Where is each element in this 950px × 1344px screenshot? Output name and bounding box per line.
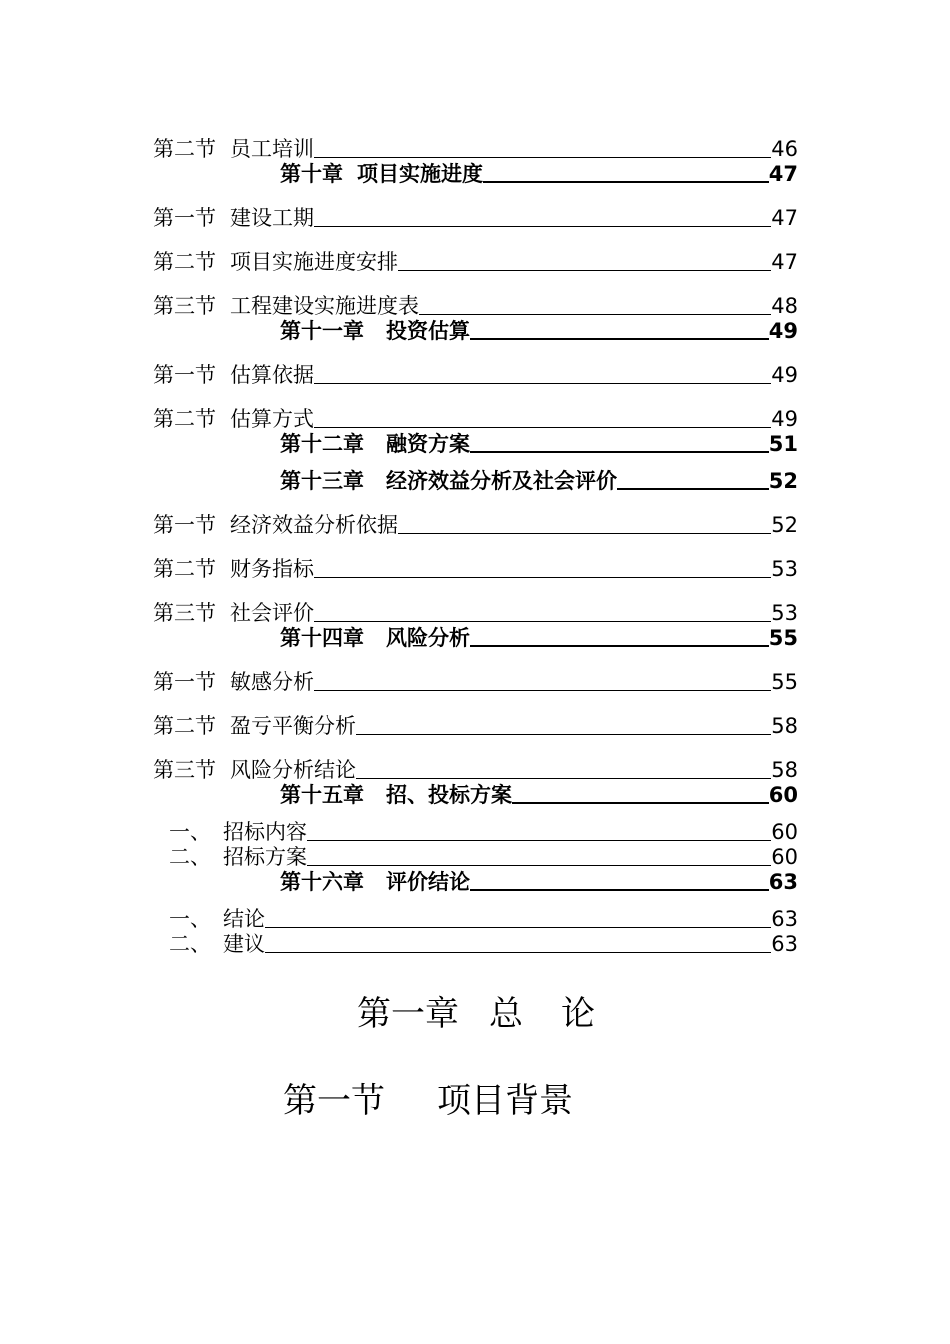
- toc-chapter-page: 47: [768, 162, 798, 186]
- toc-leader-line: [314, 621, 771, 622]
- toc-chapter-label: 第十章: [280, 162, 343, 186]
- toc-leader-line: [314, 427, 771, 428]
- toc-leader-line: [265, 952, 771, 953]
- toc-leader-line: [314, 690, 771, 691]
- toc-entry[interactable]: [153, 294, 798, 318]
- toc-entry-title: 盈亏平衡分析: [230, 714, 356, 738]
- toc-item-title: 招标方案: [223, 845, 307, 869]
- toc-entry-title: 经济效益分析依据: [230, 513, 398, 537]
- toc-chapter-title: 融资方案: [386, 432, 470, 456]
- section-heading-label: 第一节: [283, 1081, 385, 1121]
- toc-chapter-title: 招、投标方案: [386, 783, 512, 807]
- toc-entry[interactable]: [153, 407, 798, 431]
- toc-chapter-label: 第十五章: [280, 783, 364, 807]
- toc-entry-page: 52: [771, 513, 798, 537]
- toc-chapter-entry[interactable]: [280, 162, 798, 186]
- toc-item-label: 一、: [169, 907, 211, 931]
- toc-chapter-page: 52: [768, 469, 798, 493]
- toc-entry[interactable]: [153, 601, 798, 625]
- toc-leader-line: [314, 226, 771, 227]
- toc-entry-page: 48: [771, 294, 798, 318]
- toc-leader-line: [356, 734, 771, 735]
- toc-entry-label: 第一节: [153, 670, 216, 694]
- toc-chapter-entry[interactable]: [280, 469, 798, 493]
- toc-leader-line: [314, 157, 771, 158]
- toc-leader-line: [483, 181, 769, 183]
- toc-leader-line: [470, 889, 769, 891]
- toc-entry-label: 第一节: [153, 206, 216, 230]
- toc-item-title: 招标内容: [223, 820, 307, 844]
- toc-entry-page: 58: [771, 758, 798, 782]
- toc-leader-line: [470, 451, 769, 453]
- toc-item-page: 60: [771, 820, 798, 844]
- toc-entry-label: 第一节: [153, 513, 216, 537]
- toc-item-page: 63: [771, 932, 798, 956]
- toc-entry-title: 风险分析结论: [230, 758, 356, 782]
- toc-entry[interactable]: [153, 670, 798, 694]
- toc-chapter-label: 第十四章: [280, 626, 364, 650]
- toc-leader-line: [307, 865, 771, 866]
- toc-entry[interactable]: [153, 758, 798, 782]
- toc-chapter-label: 第十一章: [280, 319, 364, 343]
- toc-leader-line: [419, 314, 771, 315]
- section-heading-title: 项目背景: [437, 1081, 573, 1121]
- toc-item-title: 结论: [223, 907, 265, 931]
- toc-leader-line: [398, 270, 771, 271]
- toc-entry-label: 第二节: [153, 407, 216, 431]
- toc-item-title: 建议: [223, 932, 265, 956]
- toc-entry[interactable]: [153, 206, 798, 230]
- toc-leader-line: [307, 840, 771, 841]
- toc-item-page: 60: [771, 845, 798, 869]
- toc-entry-page: 55: [771, 670, 798, 694]
- toc-chapter-title: 风险分析: [386, 626, 470, 650]
- toc-item-label: 一、: [169, 820, 211, 844]
- toc-item-entry[interactable]: [169, 907, 798, 931]
- toc-entry-label: 第二节: [153, 250, 216, 274]
- toc-chapter-label: 第十二章: [280, 432, 364, 456]
- toc-chapter-entry[interactable]: [280, 432, 798, 456]
- toc-item-entry[interactable]: [169, 845, 798, 869]
- toc-entry-page: 58: [771, 714, 798, 738]
- toc-chapter-title: 项目实施进度: [357, 162, 483, 186]
- toc-chapter-entry[interactable]: [280, 870, 798, 894]
- toc-entry[interactable]: [153, 714, 798, 738]
- toc-entry-title: 财务指标: [230, 557, 314, 581]
- section-heading: [283, 1073, 573, 1122]
- toc-entry-page: 49: [771, 363, 798, 387]
- toc-leader-line: [356, 778, 771, 779]
- toc-item-entry[interactable]: [169, 932, 798, 956]
- toc-item-entry[interactable]: [169, 820, 798, 844]
- toc-leader-line: [314, 577, 771, 578]
- toc-chapter-entry[interactable]: [280, 783, 798, 807]
- toc-entry-label: 第二节: [153, 714, 216, 738]
- toc-entry-page: 53: [771, 601, 798, 625]
- toc-chapter-page: 49: [768, 319, 798, 343]
- toc-chapter-title: 评价结论: [386, 870, 470, 894]
- toc-entry-title: 建设工期: [230, 206, 314, 230]
- toc-entry-page: 53: [771, 557, 798, 581]
- toc-leader-line: [617, 488, 769, 490]
- toc-chapter-page: 51: [768, 432, 798, 456]
- toc-leader-line: [470, 645, 769, 647]
- toc-entry-title: 员工培训: [230, 137, 314, 161]
- toc-chapter-title: 投资估算: [386, 319, 470, 343]
- toc-entry-page: 46: [771, 137, 798, 161]
- toc-chapter-page: 63: [768, 870, 798, 894]
- chapter-heading-title-2: 论: [561, 994, 595, 1034]
- toc-chapter-page: 55: [768, 626, 798, 650]
- toc-leader-line: [265, 927, 771, 928]
- toc-chapter-page: 60: [768, 783, 798, 807]
- toc-entry-label: 第三节: [153, 601, 216, 625]
- toc-item-label: 二、: [169, 845, 211, 869]
- toc-leader-line: [470, 338, 769, 340]
- chapter-heading-title: 总: [489, 994, 523, 1034]
- toc-entry-title: 估算方式: [230, 407, 314, 431]
- chapter-heading: [357, 986, 595, 1035]
- toc-entry-label: 第二节: [153, 557, 216, 581]
- toc-entry[interactable]: [153, 250, 798, 274]
- toc-entry-page: 47: [771, 206, 798, 230]
- toc-chapter-title: 经济效益分析及社会评价: [386, 469, 617, 493]
- toc-entry-label: 第二节: [153, 137, 216, 161]
- toc-entry[interactable]: [153, 513, 798, 537]
- toc-entry-label: 第三节: [153, 294, 216, 318]
- toc-chapter-label: 第十六章: [280, 870, 364, 894]
- toc-entry-title: 估算依据: [230, 363, 314, 387]
- toc-chapter-entry[interactable]: [280, 319, 798, 343]
- toc-entry[interactable]: [153, 557, 798, 581]
- toc-entry-title: 工程建设实施进度表: [230, 294, 419, 318]
- toc-chapter-label: 第十三章: [280, 469, 364, 493]
- toc-entry[interactable]: [153, 363, 798, 387]
- toc-chapter-entry[interactable]: [280, 626, 798, 650]
- toc-item-page: 63: [771, 907, 798, 931]
- toc-entry-page: 47: [771, 250, 798, 274]
- toc-entry-label: 第一节: [153, 363, 216, 387]
- toc-entry[interactable]: [153, 137, 798, 161]
- toc-entry-title: 项目实施进度安排: [230, 250, 398, 274]
- toc-leader-line: [314, 383, 771, 384]
- toc-item-label: 二、: [169, 932, 211, 956]
- chapter-heading-label: 第一章: [357, 994, 459, 1034]
- toc-entry-label: 第三节: [153, 758, 216, 782]
- toc-entry-page: 49: [771, 407, 798, 431]
- toc-leader-line: [512, 802, 769, 804]
- toc-entry-title: 敏感分析: [230, 670, 314, 694]
- toc-entry-title: 社会评价: [230, 601, 314, 625]
- toc-leader-line: [398, 533, 771, 534]
